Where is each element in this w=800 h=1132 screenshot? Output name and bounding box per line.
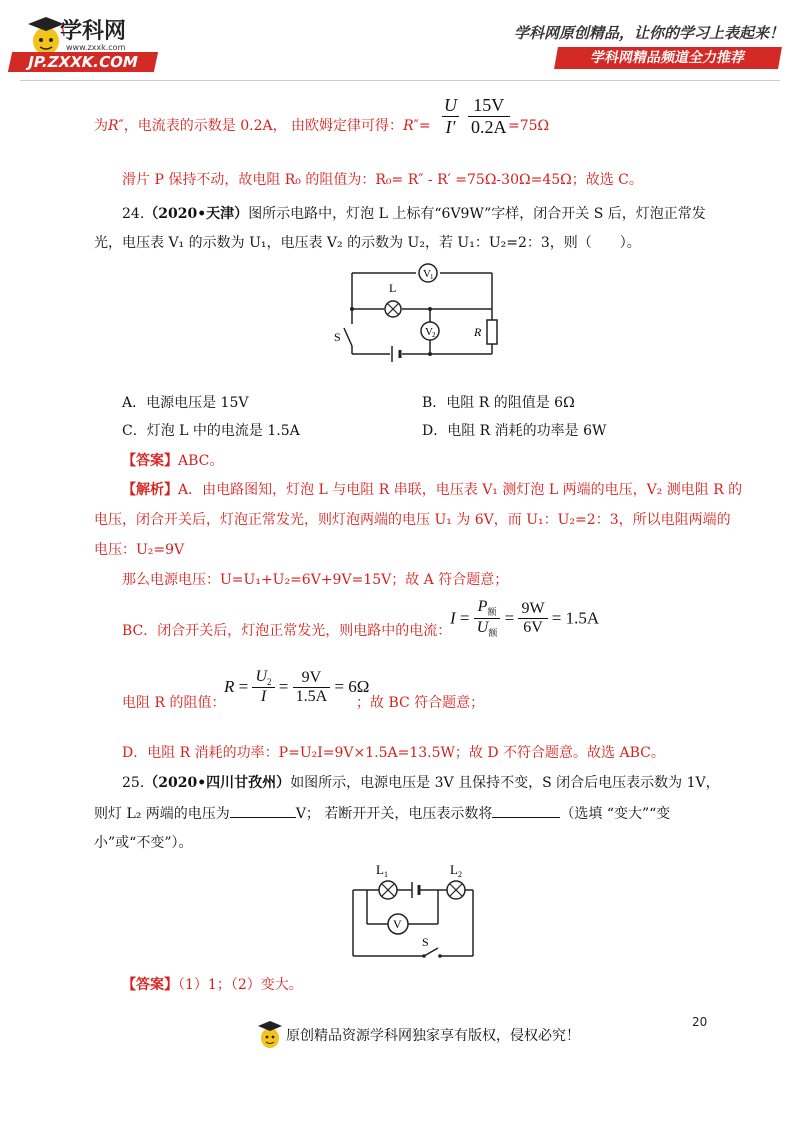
option-a: A．电源电压是 15V xyxy=(122,395,249,411)
v2-label: V xyxy=(425,326,433,338)
lamp-l2-label: L xyxy=(450,862,458,877)
var-p: P xyxy=(477,598,488,615)
analysis-tag: 【解析】 xyxy=(122,482,178,498)
question-25-line-1 xyxy=(122,773,720,793)
fraction-9v-over-15a xyxy=(293,669,331,706)
answer-24 xyxy=(122,451,223,471)
fraction-9w-over-6v xyxy=(518,600,547,637)
equals: = xyxy=(418,118,431,134)
text: 则灯 L₂ 两端的电压为 xyxy=(94,806,230,822)
l1-sub: 1 xyxy=(384,870,388,879)
question-25-line-2 xyxy=(94,803,670,824)
result: = 6Ω xyxy=(334,677,370,697)
analysis-line-4: 那么电源电压：U=U₁+U₂=6V+9V=15V；故 A 符合题意； xyxy=(122,572,509,588)
analysis-line-2: 电压，闭合开关后，灯泡正常发光，则灯泡两端的电压 U₁ 为 6V，而 U₁：U₂=2：3，所以电阻两端的 xyxy=(94,512,731,528)
fraction-15v-over-02a xyxy=(468,95,510,138)
sub: 额 xyxy=(487,607,497,618)
numerator: 9V xyxy=(301,668,322,686)
analysis-line-6b: ；故 BC 符合题意； xyxy=(356,695,485,711)
var-u: U xyxy=(476,619,489,637)
answer-tag: 【答案】 xyxy=(122,977,178,993)
var-r: R xyxy=(403,118,414,134)
question-24-line-2: 光，电压表 V₁ 的示数为 U₁，电压表 V₂ 的示数为 U₂，若 U₁：U₂=2：3，则（ ）。 xyxy=(94,235,641,251)
header-logo xyxy=(16,14,166,74)
denominator: 1.5A xyxy=(293,687,331,706)
question-text: 图所示电路中，灯泡 L 上标有“6V9W”字样，闭合开关 S 后，灯泡正常发 xyxy=(248,206,706,222)
v1-sub: 1 xyxy=(430,273,434,281)
header-channel-banner: 学科网精品频道全力推荐 xyxy=(554,47,782,69)
lamp-l1-label: L xyxy=(376,862,384,877)
fraction-u-over-i xyxy=(442,95,459,138)
denominator: 0.2A xyxy=(468,116,510,138)
denominator: I′ xyxy=(442,116,459,138)
circuit-diagram-1 xyxy=(330,262,510,370)
circuit-diagram-2 xyxy=(346,858,480,962)
answer-25 xyxy=(122,975,303,995)
logo-small: www.zxxk.com xyxy=(66,43,126,52)
logo-cn: 学科网 xyxy=(60,19,127,44)
copyright-notice: 原创精品资源学科网独家享有版权，侵权必究！ xyxy=(286,1028,580,1044)
option-d: D．电阻 R 消耗的功率是 6W xyxy=(422,423,607,439)
sub: 额 xyxy=(488,628,498,639)
lamp-label: L xyxy=(389,281,397,295)
answer-blank-2[interactable] xyxy=(492,803,560,818)
v2-sub: 2 xyxy=(432,331,436,339)
analysis-line-5: BC．闭合开关后，灯泡正常发光，则电路中的电流： xyxy=(122,623,452,639)
var-r: R xyxy=(108,118,119,134)
result-75-ohm: =75Ω xyxy=(508,118,550,134)
fraction-p-over-u xyxy=(474,598,501,639)
question-source: （2020•天津） xyxy=(144,206,249,222)
page-number: 20 xyxy=(692,1015,708,1029)
option-b: B．电阻 R 的阻值是 6Ω xyxy=(422,395,575,411)
question-25-line-3: 小”或“不变”）。 xyxy=(94,835,193,851)
text: （选填 “变大”“变 xyxy=(560,806,671,822)
numerator: U xyxy=(444,95,457,115)
result: = 1.5A xyxy=(551,608,600,628)
answer-blank-1[interactable] xyxy=(230,803,296,818)
sub: 2 xyxy=(267,677,272,688)
answer-text: （1）1；（2）变大。 xyxy=(178,977,303,993)
question-text: 如图所示，电源电压是 3V 且保持不变，S 闭合后电压表示数为 1V， xyxy=(290,775,720,791)
logo-url: JP.ZXXK.COM xyxy=(8,52,158,72)
question-24-line-1 xyxy=(122,204,706,224)
text: V； 若断开开关，电压表示数将 xyxy=(295,806,493,822)
answer-tag: 【答案】 xyxy=(122,453,178,469)
var-r: R xyxy=(224,677,235,697)
var-i: I xyxy=(252,687,274,706)
var-i: I xyxy=(450,608,456,628)
numerator: 15V xyxy=(473,95,505,115)
analysis-line-3: 电压：U₂=9V xyxy=(94,542,185,558)
switch-label: S xyxy=(334,330,341,344)
option-c: C．灯泡 L 中的电流是 1.5A xyxy=(122,423,300,439)
header-slogan: 学科网原创精品，让你的学习上表起来！ xyxy=(514,24,785,42)
voltmeter-label: V xyxy=(393,917,402,931)
solution-line-2: 滑片 P 保持不动，故电阻 R₀ 的阻值为：R₀= R″ - R′ =75Ω-30Ω=45Ω；故选 C。 xyxy=(122,172,643,188)
var-u: U xyxy=(255,668,268,685)
footer-mascot-icon xyxy=(256,1019,284,1049)
text: ″，电流表的示数是 0.2A， 由欧姆定律可得： xyxy=(118,118,404,134)
analysis-text: A．由电路图知，灯泡 L 与电阻 R 串联，电压表 V₁ 测灯泡 L 两端的电压，V₂ 测电阻 R 的 xyxy=(178,482,743,498)
answer-text: ABC。 xyxy=(178,453,224,469)
solution-line-1 xyxy=(94,116,431,136)
analysis-line-6: 电阻 R 的阻值： xyxy=(122,695,226,711)
resistor-label: R xyxy=(474,325,482,339)
question-number: 24. xyxy=(122,206,145,222)
text: ″ xyxy=(413,118,419,134)
numerator: 9W xyxy=(521,600,545,618)
resistor-icon xyxy=(487,320,497,344)
analysis-line-1 xyxy=(122,480,742,500)
fraction-u2-over-i xyxy=(252,668,274,706)
question-number: 25. xyxy=(122,775,145,791)
switch-label: S xyxy=(422,935,429,949)
header-divider xyxy=(20,80,780,81)
formula-resistance: R = $\frac{U_2}{I}$ = $\frac{9V}{1.5A}$ = 6Ω xyxy=(224,668,370,706)
l2-sub: 2 xyxy=(458,870,462,879)
v1-label: V xyxy=(423,268,431,280)
formula-current: I = $\frac{P_额}{U_额}$ = $\frac{9W}{6V}$ = 1.5A xyxy=(450,598,600,639)
question-source: （2020•四川甘孜州） xyxy=(144,775,291,791)
analysis-line-7: D．电阻 R 消耗的功率：P=U₂I=9V×1.5A=13.5W；故 D 不符合题意。故选 ABC。 xyxy=(122,745,665,761)
text: 为 xyxy=(94,118,108,134)
denominator: 6V xyxy=(518,618,547,637)
